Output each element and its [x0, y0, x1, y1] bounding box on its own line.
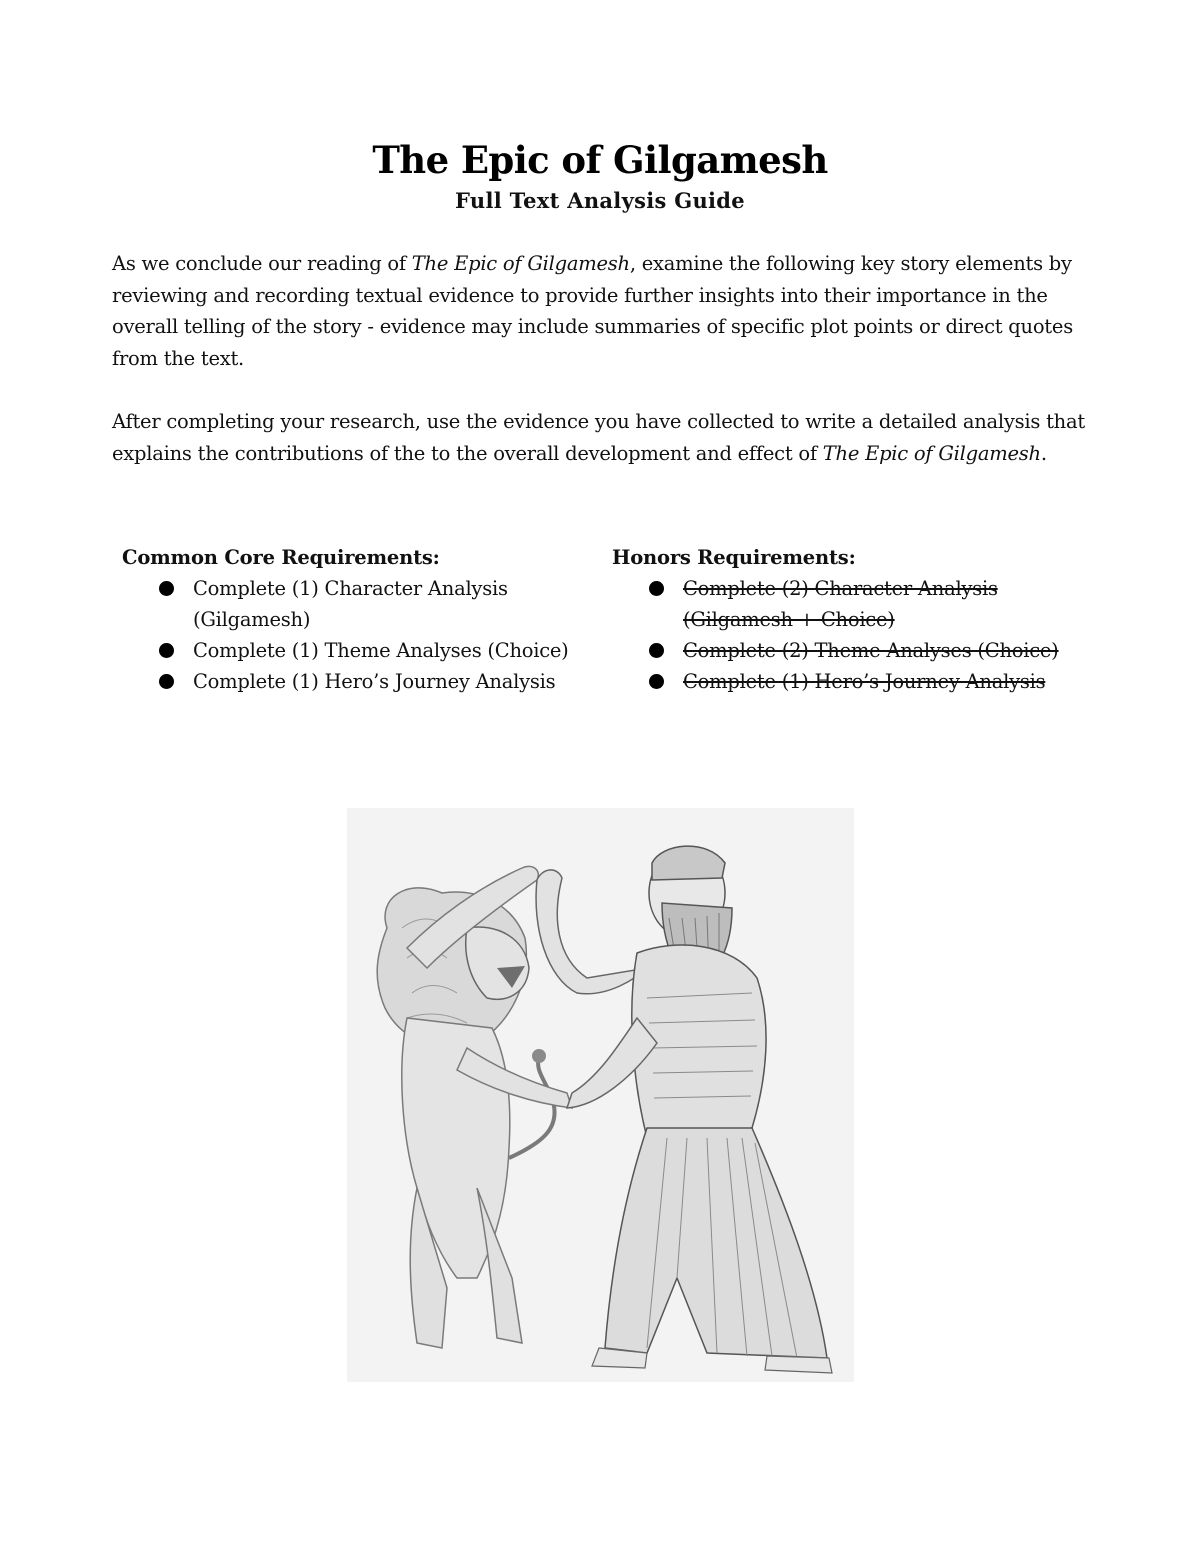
requirement-text-struck: Complete (1) Hero’s Journey Analysis — [683, 670, 1046, 693]
gilgamesh-wrestling-lion-icon — [347, 808, 854, 1382]
page-title: The Epic of Gilgamesh — [372, 138, 828, 182]
intro-text-end: , examine the following key story elements by reviewing and recording textual evidence to provide further insights into their importance in the overall telling of the story - evidence may include summaries of specific plot points or direct quotes from the text. — [112, 252, 1073, 370]
honors-list — [612, 573, 1082, 697]
common-core-list — [122, 573, 592, 697]
requirement-text: Complete (1) Character Analysis (Gilgamesh) — [193, 577, 508, 631]
intro-text-start: As we conclude our reading of — [112, 252, 412, 275]
requirement-text-struck: Complete (2) Character Analysis (Gilgamesh + Choice) — [683, 577, 998, 631]
honors-heading: Honors Requirements: — [612, 546, 856, 569]
requirement-text: Complete (1) Hero’s Journey Analysis — [193, 670, 556, 693]
page-subtitle: Full Text Analysis Guide — [455, 188, 745, 213]
intro-book-title: The Epic of Gilgamesh — [411, 252, 630, 275]
bullet-icon — [159, 581, 174, 596]
bullet-icon — [649, 581, 664, 596]
bullet-icon — [649, 674, 664, 689]
list-item — [612, 635, 1082, 666]
bullet-icon — [159, 674, 174, 689]
bullet-icon — [159, 643, 174, 658]
intro-paragraph — [112, 248, 1097, 374]
common-core-heading: Common Core Requirements: — [122, 546, 440, 569]
requirement-text: Complete (1) Theme Analyses (Choice) — [193, 639, 569, 662]
list-item — [122, 573, 592, 635]
common-core-requirements — [122, 542, 592, 697]
gilgamesh-lion-illustration — [347, 808, 854, 1382]
bullet-icon — [649, 643, 664, 658]
honors-requirements — [612, 542, 1082, 697]
instructions-text-end: . — [1040, 441, 1047, 465]
instructions-book-title: The Epic of Gilgamesh — [822, 441, 1041, 465]
list-item — [122, 666, 592, 697]
requirement-text-struck: Complete (2) Theme Analyses (Choice) — [683, 639, 1059, 662]
list-item — [612, 666, 1082, 697]
instructions-text-start: After completing your research, use the evidence you have collected to write a detailed analysis that explains the contributions of the to the overall development and effect of — [112, 410, 1085, 465]
list-item — [122, 635, 592, 666]
list-item — [612, 573, 1082, 635]
instructions-paragraph — [112, 406, 1097, 469]
